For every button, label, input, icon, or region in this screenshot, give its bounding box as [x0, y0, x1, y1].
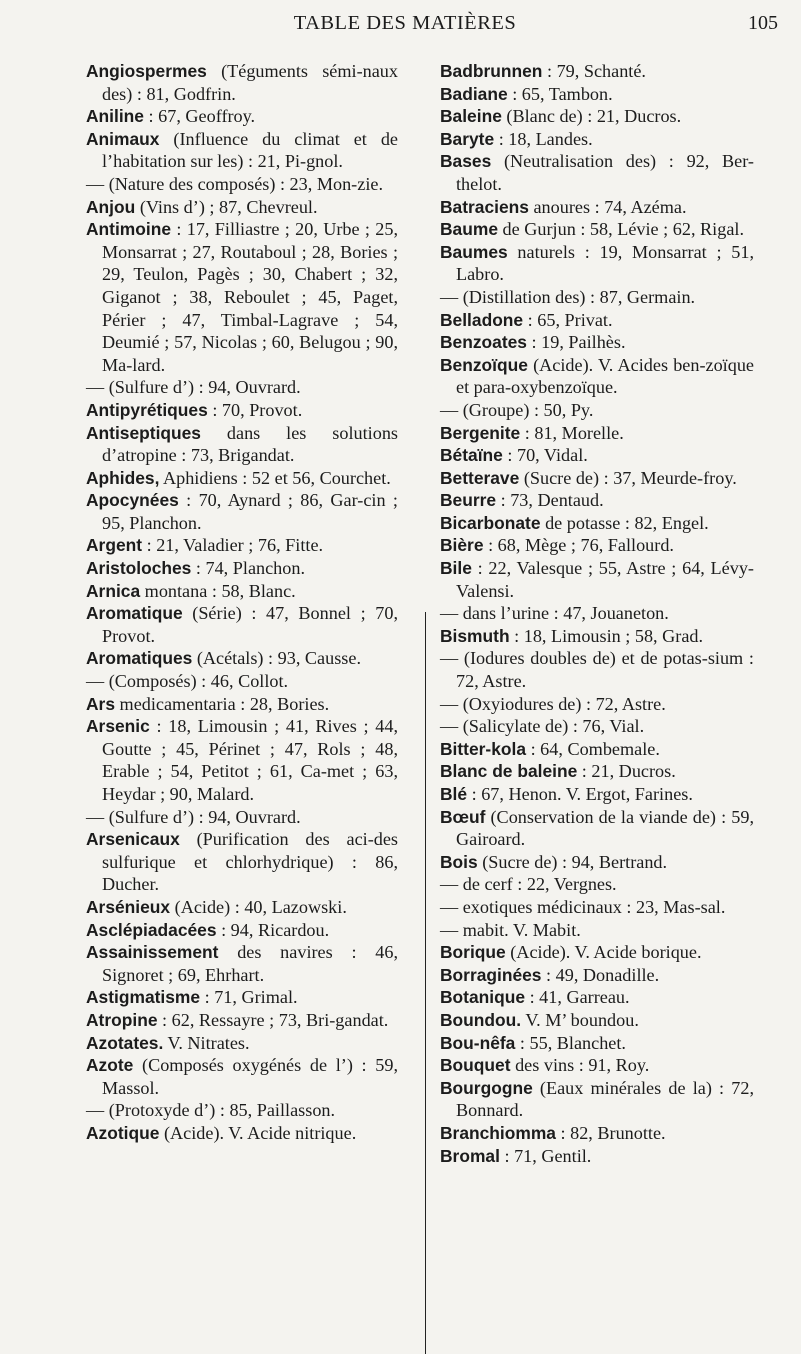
index-entry: [86, 489, 398, 534]
index-entry-text: de Gurjun : 58, Lévie ; 62, Rigal.: [498, 219, 744, 240]
index-entry: [440, 286, 754, 309]
index-entry: [86, 173, 398, 196]
index-entry: [86, 806, 398, 829]
index-entry-heading: Anjou: [86, 196, 136, 217]
index-entry-heading: Aniline: [86, 106, 144, 127]
index-entry-heading: Aphides,: [86, 467, 160, 488]
index-entry-heading: Baumes: [440, 241, 508, 262]
index-entry-text: (Influence du climat et de l’habitation sur les) : 21, Pi-gnol.: [102, 128, 398, 172]
index-entry-text: de potasse : 82, Engel.: [540, 512, 709, 533]
index-entry: [86, 1054, 398, 1099]
index-entry: [440, 1009, 754, 1032]
index-entry-text: : 70, Aynard ; 86, Gar-cin ; 95, Planchon.: [102, 490, 398, 533]
index-entry-text: (Acide). V. Acide borique.: [505, 942, 702, 963]
index-entry-heading: Branchiomma: [440, 1122, 556, 1143]
index-entry-text: : 62, Ressayre ; 73, Bri-gandat.: [157, 1009, 389, 1030]
index-entry-heading: Assainissement: [86, 942, 219, 963]
index-entry-text: : 65, Privat.: [523, 309, 613, 330]
index-entry-heading: Aromatique: [86, 603, 183, 624]
index-entry: [440, 693, 754, 716]
index-entry-heading: Baume: [440, 219, 498, 240]
index-entry-text: (Composés oxygénés de l’) : 59, Massol.: [102, 1055, 398, 1098]
index-entry-heading: Bicarbonate: [440, 512, 541, 533]
index-entry-text: (Acide) : 40, Lazowski.: [170, 896, 347, 917]
index-entry-text: : 74, Planchon.: [191, 558, 306, 579]
index-entry-heading: Benzoïque: [440, 354, 528, 375]
index-entry-heading: Azotique: [86, 1122, 160, 1143]
index-entry: [440, 444, 754, 467]
index-entry: [440, 873, 754, 896]
index-entry-heading: Antipyrétiques: [86, 399, 208, 420]
index-entry: [440, 1122, 754, 1145]
index-entry-text: (Acide). V. Acide nitrique.: [159, 1122, 357, 1143]
index-entry-text: : 64, Combemale.: [526, 738, 660, 759]
index-entry-heading: Batraciens: [440, 196, 529, 217]
index-entry: [440, 218, 754, 241]
index-entry: [86, 1009, 398, 1032]
index-entry-heading: Blanc de baleine: [440, 761, 578, 782]
index-entry-text: : 55, Blanchet.: [515, 1032, 626, 1053]
index-entry-text: — (Salicylate de) : 76, Vial.: [440, 716, 645, 737]
index-entry-heading: Arsénieux: [86, 896, 171, 917]
index-entry-heading: Badiane: [440, 83, 508, 104]
index-entry-text: medicamentaria : 28, Bories.: [115, 693, 330, 714]
index-entry: [440, 738, 754, 761]
index-entry: [440, 760, 754, 783]
index-entry-text: — (Protoxyde d’) : 85, Paillasson.: [86, 1100, 336, 1121]
index-entry-heading: Argent: [86, 535, 143, 556]
index-entry-text: V. Nitrates.: [163, 1032, 250, 1053]
index-entry-heading: Angiospermes: [86, 61, 207, 81]
index-entry-text: — (Composés) : 46, Collot.: [86, 671, 289, 692]
index-entry: [440, 647, 754, 692]
index-entry: [86, 128, 398, 173]
index-entry-text: (Téguments sémi-naux des) : 81, Godfrin.: [102, 61, 398, 104]
running-title: TABLE DES MATIÈRES: [293, 12, 517, 34]
index-entry: [86, 670, 398, 693]
page-number: 105: [748, 12, 778, 34]
index-entry-text: : 21, Valadier ; 76, Fitte.: [142, 535, 324, 556]
index-entry: [440, 896, 754, 919]
index-entry-heading: Astigmatisme: [86, 987, 201, 1008]
index-entry-heading: Bergenite: [440, 422, 521, 443]
index-entry-text: (Vins d’) ; 87, Chevreul.: [135, 196, 318, 217]
index-entry-text: — (Groupe) : 50, Py.: [440, 399, 594, 420]
index-entry-text: dans les solutions d’atropine : 73, Brigandat.: [102, 422, 398, 466]
index-entry-heading: Antimoine: [86, 219, 172, 240]
index-entry-heading: Bases: [440, 151, 492, 172]
index-entry-text: : 70, Vidal.: [502, 445, 588, 466]
index-entry-text: V. M’ boundou.: [521, 1009, 639, 1030]
index-entry: [86, 647, 398, 670]
index-entry-text: — (Distillation des) : 87, Germain.: [440, 286, 696, 307]
index-entry: [86, 1122, 398, 1145]
index-entry: [86, 896, 398, 919]
index-entry-heading: Bromal: [440, 1145, 500, 1166]
index-entry: [440, 354, 754, 399]
index-entry-heading: Apocynées: [86, 490, 179, 511]
index-entry-text: : 82, Brunotte.: [555, 1122, 666, 1143]
index-entry-heading: Bismuth: [440, 625, 510, 646]
index-entry-text: (Sucre de) : 37, Meurde-froy.: [519, 467, 737, 488]
index-entry-heading: Bouquet: [440, 1055, 511, 1076]
index-entry-text: : 17, Filliastre ; 20, Urbe ; 25, Monsarrat ; 27, Routaboul ; 28, Bories ; 29, Teulon, Pagès ; 30, Chabert ; 32, Giganot ; 38, Reboulet ; 45, Paget, Périer ; 47, Timbal-Lagrave ; 54, Deumié ; 57, Nicolas ; 60, Belugou ; 90, Ma-lard.: [102, 219, 398, 375]
index-entry-text: : 67, Henon. V. Ergot, Farines.: [467, 784, 693, 804]
index-entry-heading: Bile: [440, 558, 472, 579]
index-entry-heading: Arsenic: [86, 716, 150, 737]
index-entry: [440, 83, 754, 106]
index-entry: [440, 128, 754, 151]
index-entry-text: — (Oxyiodures de) : 72, Astre.: [440, 693, 666, 714]
index-entry: [440, 60, 754, 83]
index-entry-text: — de cerf : 22, Vergnes.: [440, 874, 617, 895]
index-entry-heading: Bou-nêfa: [440, 1032, 516, 1053]
index-entry: [86, 105, 398, 128]
index-entry: [440, 512, 754, 535]
index-entry-text: : 18, Landes.: [494, 128, 593, 149]
index-entry-heading: Bourgogne: [440, 1077, 533, 1098]
index-entry-heading: Antiseptiques: [86, 422, 201, 443]
index-entry-heading: Arsenicaux: [86, 829, 180, 850]
index-entry-text: — dans l’urine : 47, Jouaneton.: [440, 603, 669, 624]
column-divider: [425, 612, 426, 1354]
index-entry: [86, 376, 398, 399]
index-entry: [86, 534, 398, 557]
index-entry-heading: Asclépiadacées: [86, 919, 217, 940]
index-entry-text: — (Nature des composés) : 23, Mon-zie.: [86, 173, 383, 194]
index-entry: [440, 783, 754, 806]
index-entry: [86, 1099, 398, 1122]
index-entry-heading: Bétaïne: [440, 445, 503, 466]
index-entry: [86, 196, 398, 219]
index-column-right: [440, 60, 754, 1167]
index-entry-text: — mabit. V. Mabit.: [440, 919, 581, 940]
index-entry-text: : 19, Pailhès.: [526, 332, 626, 353]
index-entry: [86, 941, 398, 986]
index-entry-text: (Eaux minérales de la) : 72, Bonnard.: [456, 1077, 754, 1121]
index-entry: [440, 919, 754, 942]
index-entry-text: (Sucre de) : 94, Bertrand.: [477, 851, 668, 872]
index-entry: [440, 557, 754, 602]
index-entry: [440, 1145, 754, 1168]
index-entry-heading: Bière: [440, 535, 484, 556]
index-entry-text: : 18, Limousin ; 41, Rives ; 44, Goutte ; 45, Périnet ; 47, Rols ; 48, Erable ; 54, Petitot ; 61, Ca-met ; 63, Heydar ; 90, Malard.: [102, 716, 398, 804]
index-entry-text: des vins : 91, Roy.: [510, 1055, 650, 1076]
index-entry-text: — (Sulfure d’) : 94, Ouvrard.: [86, 377, 301, 398]
index-entry-heading: Aromatiques: [86, 648, 193, 669]
index-entry-heading: Azotates.: [86, 1032, 164, 1053]
index-entry-text: (Acide). V. Acides ben-zoïque et para-oxybenzoïque.: [456, 354, 754, 398]
index-entry-heading: Baleine: [440, 106, 502, 127]
index-entry-text: : 70, Provot.: [207, 399, 303, 420]
index-entry-text: : 49, Donadille.: [541, 964, 660, 985]
index-entry-heading: Benzoates: [440, 332, 527, 353]
index-entry-heading: Bitter-kola: [440, 738, 527, 759]
index-entry: [440, 422, 754, 445]
index-entry-heading: Beurre: [440, 490, 497, 511]
page-header: [0, 0, 801, 50]
index-entry: [440, 715, 754, 738]
index-entry: [440, 309, 754, 332]
index-entry-text: naturels : 19, Monsarrat ; 51, Labro.: [456, 241, 754, 285]
index-entry-text: Aphidiens : 52 et 56, Courchet.: [159, 467, 391, 488]
index-entry-text: (Blanc de) : 21, Ducros.: [501, 106, 682, 127]
index-column-left: [86, 60, 398, 1145]
index-entry-text: : 21, Ducros.: [577, 761, 676, 782]
index-entry-text: (Neutralisation des) : 92, Ber-thelot.: [456, 151, 754, 194]
index-entry: [86, 1032, 398, 1055]
index-entry: [440, 331, 754, 354]
index-entry: [86, 986, 398, 1009]
index-entry: [440, 150, 754, 195]
index-entry-heading: Borique: [440, 942, 506, 963]
index-entry-text: : 22, Valesque ; 55, Astre ; 64, Lévy-Valensi.: [456, 558, 754, 601]
index-entry: [86, 919, 398, 942]
index-entry-text: : 81, Morelle.: [520, 422, 624, 443]
index-entry-text: : 18, Limousin ; 58, Grad.: [509, 625, 704, 646]
index-entry: [440, 467, 754, 490]
index-entry: [86, 715, 398, 805]
index-entry: [86, 580, 398, 603]
index-entry: [440, 851, 754, 874]
index-entry: [440, 806, 754, 851]
index-entry: [440, 986, 754, 1009]
index-entry: [86, 602, 398, 647]
index-entry-text: anoures : 74, Azéma.: [528, 196, 687, 217]
index-entry: [86, 60, 398, 105]
index-entry: [440, 105, 754, 128]
index-entry-heading: Boundou.: [440, 1009, 522, 1030]
index-entry: [86, 557, 398, 580]
index-entry-heading: Animaux: [86, 128, 160, 149]
index-entry-heading: Azote: [86, 1055, 134, 1076]
index-entry: [440, 625, 754, 648]
index-entry-text: : 79, Schanté.: [542, 61, 646, 81]
index-entry-heading: Bois: [440, 851, 478, 872]
index-entry-text: : 41, Garreau.: [525, 987, 630, 1008]
index-entry: [440, 1077, 754, 1122]
index-entry-text: : 71, Grimal.: [200, 987, 298, 1008]
index-entry-text: : 73, Dentaud.: [496, 490, 604, 511]
index-entry: [86, 399, 398, 422]
index-entry-text: des navires : 46, Signoret ; 69, Ehrhart.: [102, 942, 398, 985]
index-entry-text: (Série) : 47, Bonnel ; 70, Provot.: [102, 603, 398, 646]
index-entry: [86, 693, 398, 716]
index-entry-heading: Betterave: [440, 467, 520, 488]
index-entry-text: : 94, Ricardou.: [216, 919, 330, 940]
index-entry: [440, 941, 754, 964]
index-entry-text: : 68, Mège ; 76, Fallourd.: [483, 535, 674, 556]
index-entry-heading: Belladone: [440, 309, 524, 330]
index-entry-text: : 67, Geoffroy.: [143, 106, 256, 127]
index-entry: [440, 241, 754, 286]
index-entry: [440, 489, 754, 512]
index-entry-heading: Bœuf: [440, 806, 486, 827]
index-entry: [86, 467, 398, 490]
index-entry-heading: Arnica: [86, 580, 141, 601]
index-entry-heading: Borraginées: [440, 964, 542, 985]
index-entry-heading: Blé: [440, 784, 468, 804]
index-entry: [86, 422, 398, 467]
index-entry-heading: Baryte: [440, 128, 495, 149]
index-entry: [86, 828, 398, 896]
index-entry-text: — exotiques médicinaux : 23, Mas-sal.: [440, 896, 726, 917]
index-entry-text: (Conservation de la viande de) : 59, Gairoard.: [456, 806, 754, 850]
index-entry: [440, 1054, 754, 1077]
index-entry-text: (Acétals) : 93, Causse.: [192, 648, 361, 669]
index-entry: [440, 1032, 754, 1055]
index-entry: [440, 602, 754, 625]
index-entry-text: (Purification des aci-des sulfurique et chlorhydrique) : 86, Ducher.: [102, 829, 398, 895]
index-entry-heading: Badbrunnen: [440, 61, 543, 81]
index-entry-heading: Aristoloches: [86, 558, 192, 579]
index-entry: [440, 399, 754, 422]
index-entry: [440, 534, 754, 557]
index-entry-text: montana : 58, Blanc.: [140, 580, 296, 601]
index-entry-heading: Atropine: [86, 1009, 158, 1030]
index-entry: [440, 196, 754, 219]
index-entry: [86, 218, 398, 376]
index-entry-text: — (Iodures doubles de) et de potas-sium : 72, Astre.: [440, 648, 754, 692]
index-entry-heading: Botanique: [440, 987, 526, 1008]
index-entry-text: : 71, Gentil.: [499, 1145, 592, 1166]
index-entry: [440, 964, 754, 987]
index-entry-text: : 65, Tambon.: [507, 83, 613, 104]
index-entry-heading: Ars: [86, 693, 115, 714]
index-entry-text: — (Sulfure d’) : 94, Ouvrard.: [86, 806, 301, 827]
